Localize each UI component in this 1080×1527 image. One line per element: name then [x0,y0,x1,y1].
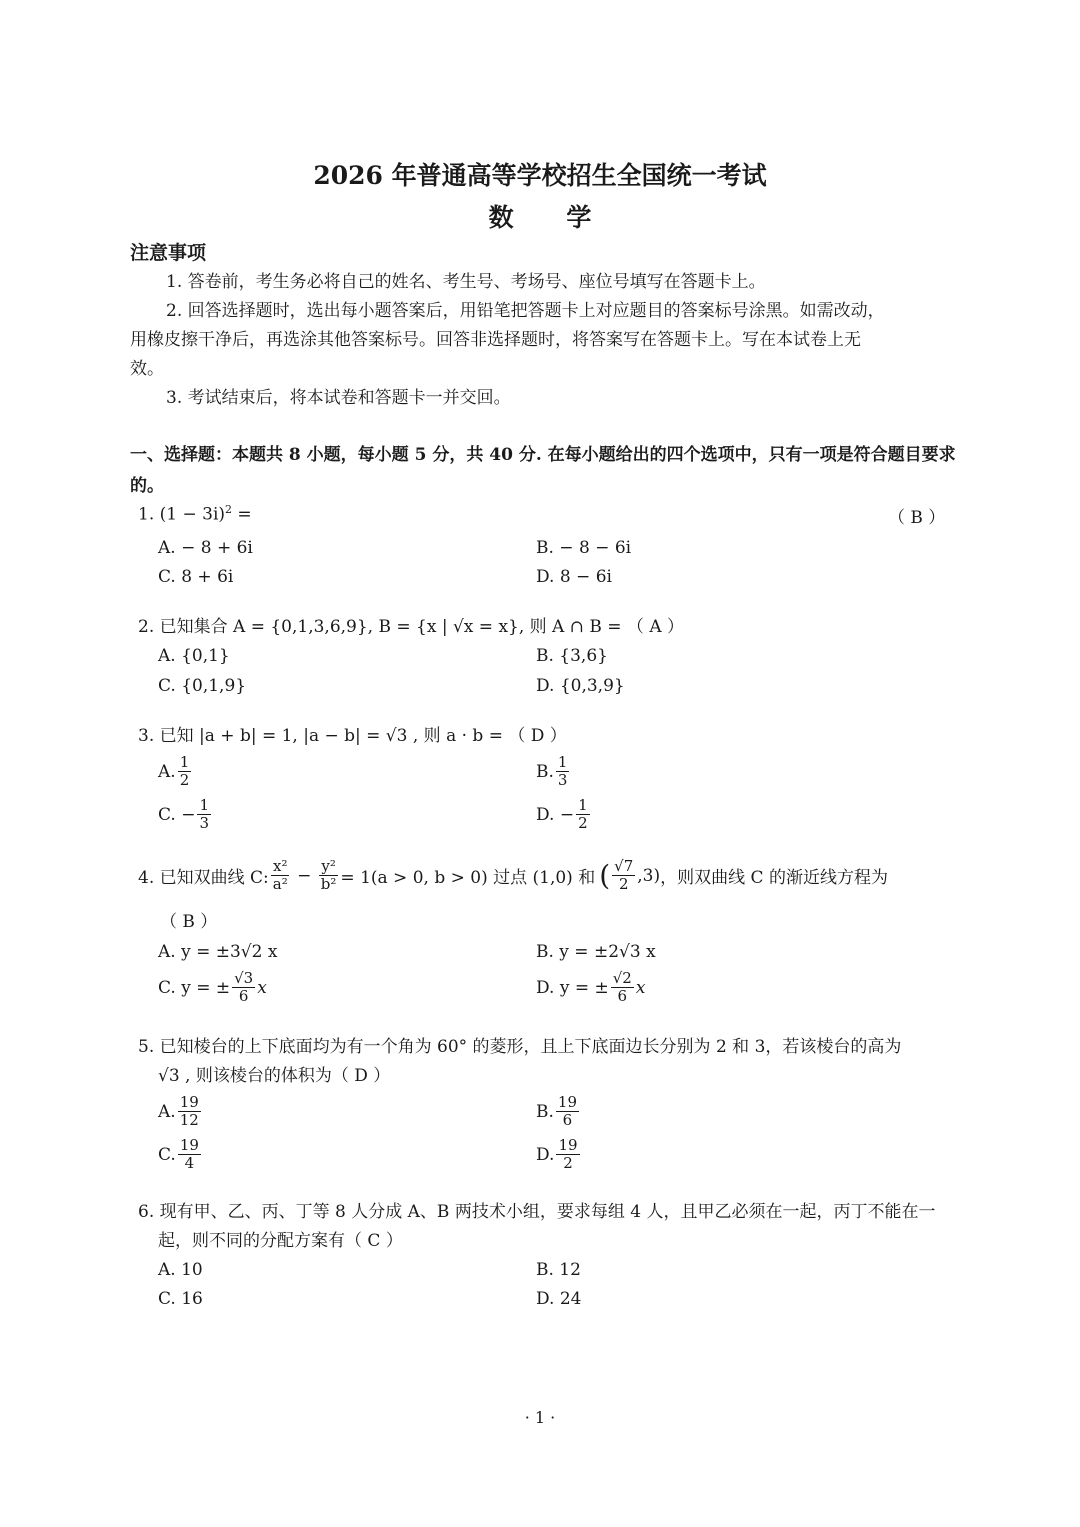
q3-b-fraction [556,754,570,789]
q3-option-a [158,754,193,789]
q5-b-fraction [556,1094,579,1129]
question-6-line-1: 6. 现有甲、乙、丙、丁等 8 人分成 A、B 两技术小组，要求每组 4 人，且甲乙必须在一起，丙丁不能在一 [138,1202,936,1222]
section-heading: 一、选择题：本题共 8 小题，每小题 5 分，共 40 分. 在每小题给出的四个选项中，只有一项是符合题目要求的。 [130,445,956,496]
q5-c-fraction [178,1137,201,1172]
q5-a-num: 19 [179,1093,199,1111]
q1-stem-exponent: 2 [225,503,233,516]
q4-c-label: C. y = ± [158,977,231,998]
q5-c-num: 19 [179,1136,199,1154]
q4-paren-open: ( [599,859,611,892]
q1-stem-text: 1. (1 − 3i) [138,504,226,525]
q3-option-c [158,797,213,832]
q4-b2: b² [320,875,337,893]
q4-option-c [158,970,267,1005]
q5-b-den: 6 [562,1111,573,1129]
q5-a-den: 12 [179,1111,199,1129]
question-4-answer: （ B ） [160,912,218,932]
q2-option-a: A. {0,1} [158,646,230,666]
subject-title: 数 学 [488,203,614,232]
q4-d-fraction [611,970,634,1005]
q5-c-label: C. [158,1144,176,1165]
q3-c-label: C. − [158,804,196,825]
q5-d-label: D. [536,1144,555,1165]
q4-y-fraction [319,858,339,893]
q5-c-den: 4 [184,1154,195,1172]
q3-b-label: B. [536,761,554,782]
question-6-line-2: 起，则不同的分配方案有（ C ） [158,1231,403,1251]
q3-b-den: 3 [557,771,568,789]
q4-d-var: x [635,977,646,998]
q4-point-num: √7 [614,857,634,875]
notice-item-2: 2. 回答选择题时，选出每小题答案后，用铅笔把答题卡上对应题目的答案标号涂黑。如需改动， [166,301,885,321]
notice-heading: 注意事项 [130,242,207,264]
q5-d-num: 19 [558,1136,578,1154]
q4-point-rest: ,3) [637,865,661,886]
q3-d-label: D. − [536,804,575,825]
q1-stem-equals: = [232,504,252,525]
q3-a-num: 1 [179,753,190,771]
question-4-stem [138,858,888,893]
q3-b-num: 1 [557,753,568,771]
q5-d-den: 2 [563,1154,573,1172]
q2-option-b: B. {3,6} [536,646,608,666]
question-5-line-2: √3 , 则该棱台的体积为（ D ） [158,1066,391,1086]
q2-option-c: C. {0,1,9} [158,676,247,696]
question-5-line-1: 5. 已知棱台的上下底面均为有一个角为 60° 的菱形，且上下底面边长分别为 2 和 3，若该棱台的高为 [138,1037,902,1057]
q3-a-label: A. [158,761,176,782]
q3-option-b [536,754,571,789]
q4-a2: a² [272,875,288,893]
q3-c-den: 3 [199,814,209,832]
q6-option-c: C. 16 [158,1289,203,1309]
notice-item-2-cont: 用橡皮擦干净后，再选涂其他答案标号。回答非选择题时，将答案写在答题卡上。写在本试卷上无 [130,330,861,350]
q4-minus: − [291,865,317,886]
q1-option-b: B. − 8 − 6i [536,538,632,558]
notice-item-3: 3. 考试结束后，将本试卷和答题卡一并交回。 [166,388,511,408]
q4-d-label: D. y = ± [536,977,609,998]
q6-option-a: A. 10 [158,1260,203,1280]
q3-a-den: 2 [179,771,190,789]
q4-c-var: x [257,977,267,998]
q5-option-a [158,1094,203,1129]
q1-option-d: D. 8 − 6i [536,567,612,587]
q4-c-fraction [232,970,255,1005]
q5-a-label: A. [158,1101,176,1122]
question-3-stem: 3. 已知 |a + b| = 1, |a − b| = √3 , 则 a · b = （ D ） [138,726,567,746]
q1-option-a: A. − 8 + 6i [158,538,253,558]
question-2-stem: 2. 已知集合 A = {0,1,3,6,9}, B = {x | √x = x}, 则 A ∩ B = （ A ） [138,617,685,637]
question-1-stem [138,503,252,525]
q3-d-den: 2 [578,814,588,832]
q5-d-fraction [556,1137,579,1172]
q5-a-fraction [178,1094,201,1129]
q5-option-c [158,1137,203,1172]
q3-c-num: 1 [199,796,209,814]
q1-option-c: C. 8 + 6i [158,567,234,587]
q4-point-den: 2 [618,875,629,893]
q4-y2: y² [321,857,336,875]
page-number: · 1 · [524,1408,556,1427]
q5-option-b [536,1094,581,1129]
q3-option-d [536,797,592,832]
q4-c-num: √3 [234,969,254,987]
exam-title: 2026 年普通高等学校招生全国统一考试 [313,161,767,190]
q3-c-fraction [197,797,211,832]
q4-x2: x² [273,857,288,875]
q2-option-d: D. {0,3,9} [536,676,625,696]
q4-stem-end: ，则双曲线 C 的渐近线方程为 [660,868,888,888]
q4-option-a: A. y = ±3√2 x [158,942,278,962]
notice-item-2-end: 效。 [130,359,164,379]
q5-b-label: B. [536,1101,554,1122]
q4-stem-start: 4. 已知双曲线 C: [138,868,269,888]
notice-item-1: 1. 答卷前，考生务必将自己的姓名、考生号、考场号、座位号填写在答题卡上。 [166,272,766,292]
q6-option-d: D. 24 [536,1289,582,1309]
q6-option-b: B. 12 [536,1260,581,1280]
q3-a-fraction [178,754,192,789]
q3-d-fraction [576,797,590,832]
q4-option-b: B. y = ±2√3 x [536,942,656,962]
q4-option-d [536,970,645,1005]
q4-x-fraction [271,858,290,893]
question-1-answer: （ B ） [888,508,946,528]
q4-c-den: 6 [238,987,249,1005]
q4-d-num: √2 [612,969,632,987]
q3-d-num: 1 [578,796,588,814]
q4-stem-mid: = 1(a > 0, b > 0) 过点 (1,0) 和 [340,868,596,888]
q4-d-den: 6 [617,987,628,1005]
q5-option-d [536,1137,582,1172]
q5-b-num: 19 [557,1093,577,1111]
q4-point-fraction [612,858,635,893]
